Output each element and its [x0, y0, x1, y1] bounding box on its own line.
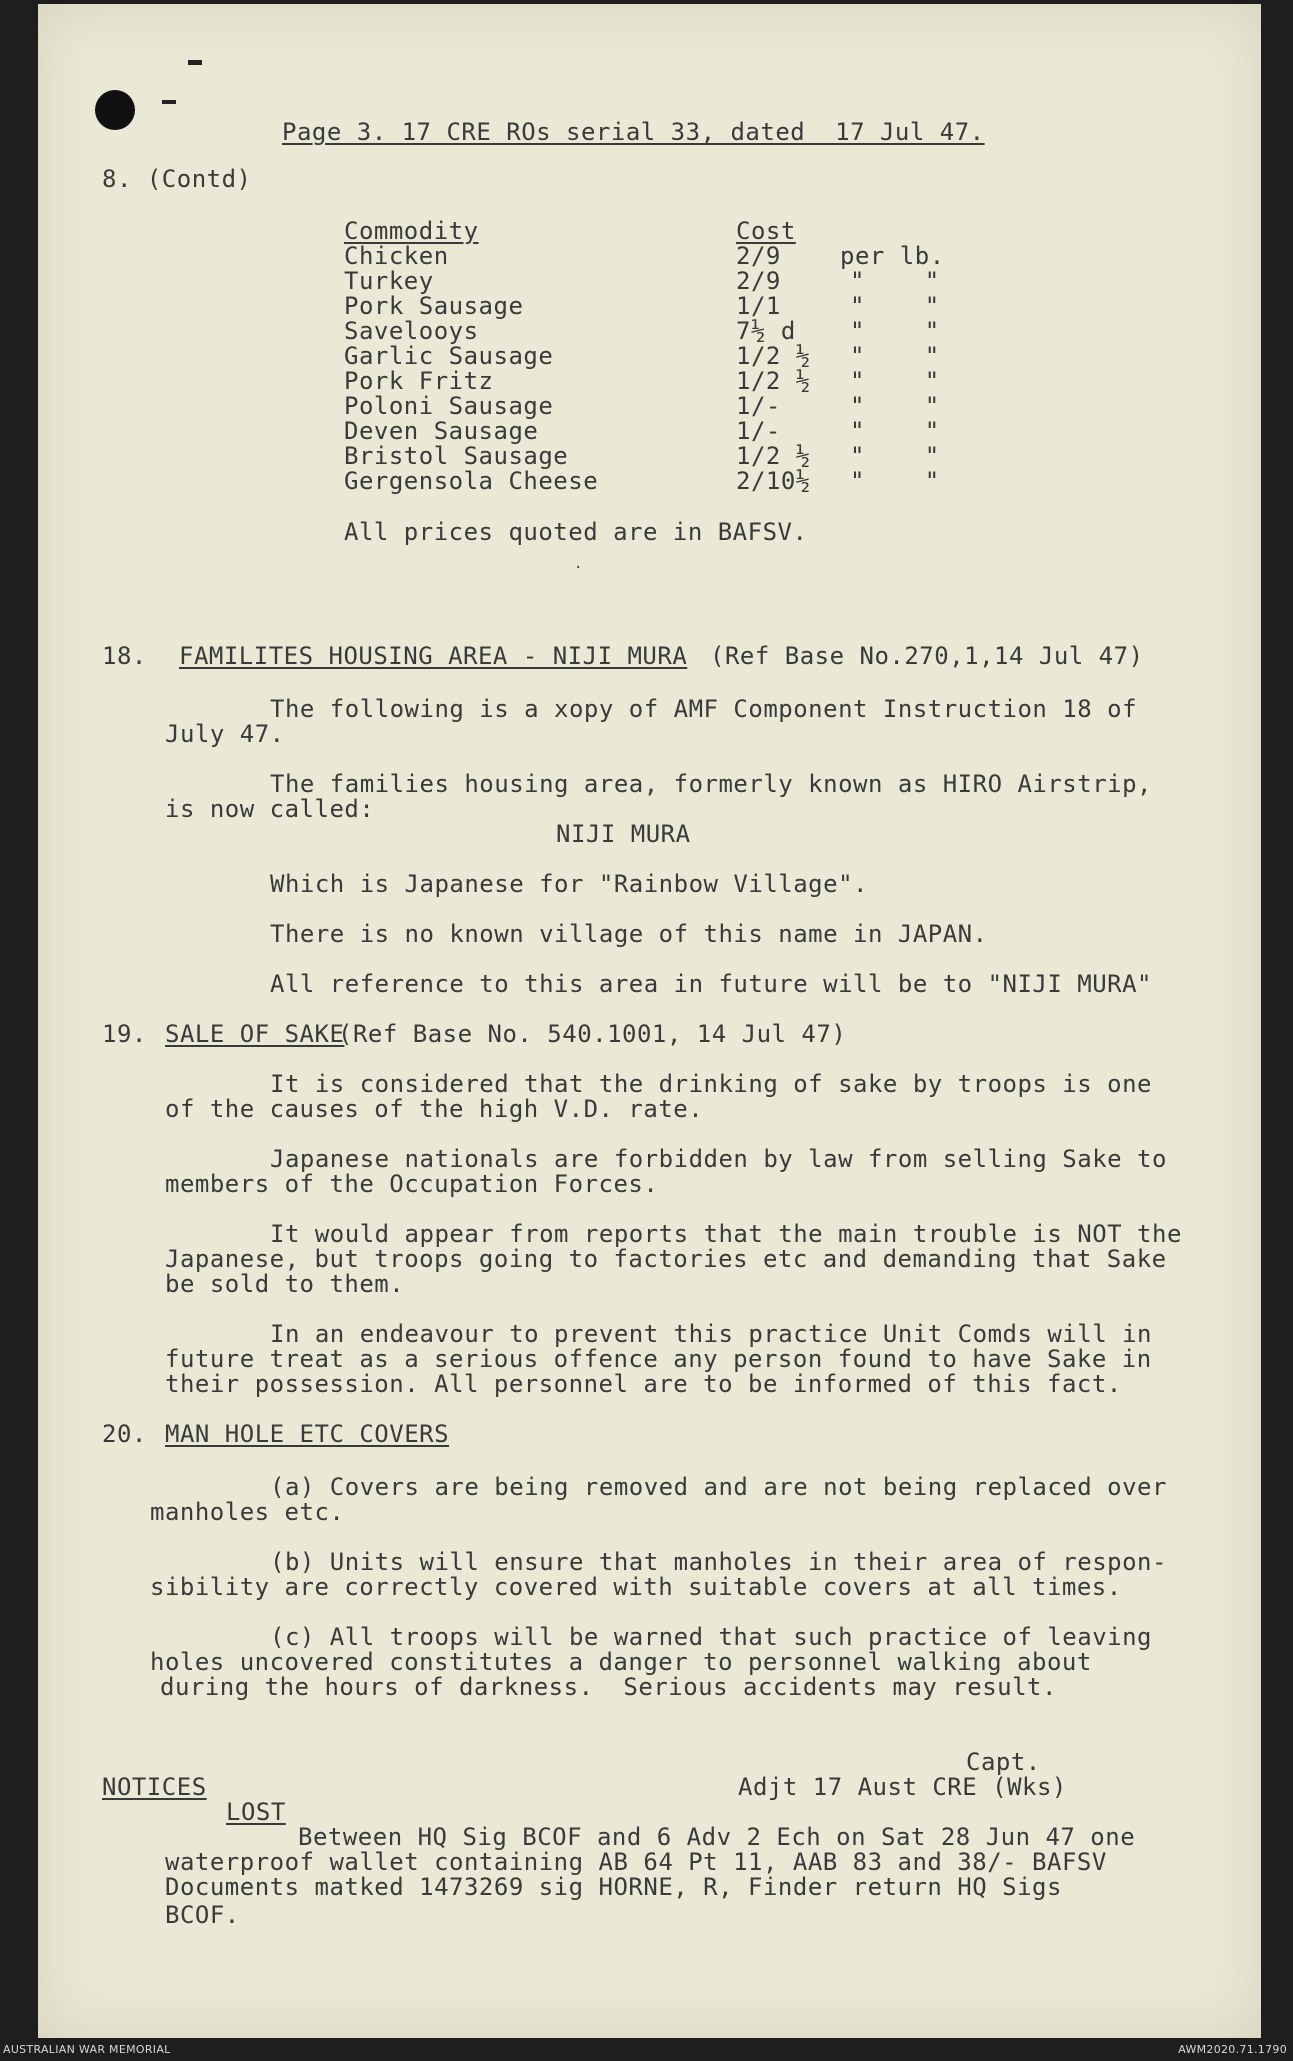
lost-heading: LOST [226, 1798, 286, 1826]
footer-left: AUSTRALIAN WAR MEMORIAL [3, 2043, 171, 2056]
commodity-unit: " " [850, 417, 940, 445]
section-18-number: 18. [102, 642, 147, 670]
section-18-title: FAMILITES HOUSING AREA - NIJI MURA [179, 642, 688, 670]
signature-role: Adjt 17 Aust CRE (Wks) [738, 1773, 1067, 1801]
text-line: The following is a xopy of AMF Component Instruction 18 of [270, 695, 1138, 723]
text-line: sibility are correctly covered with suitable covers at all times. [150, 1573, 1122, 1601]
section-19-ref: (Ref Base No. 540.1001, 14 Jul 47) [338, 1020, 847, 1048]
text-line: future treat as a serious offence any person found to have Sake in [165, 1345, 1152, 1373]
text-line: Documents matked 1473269 sig HORNE, R, Finder return HQ Sigs [165, 1873, 1062, 1901]
commodity-unit: per lb. [840, 242, 945, 270]
commodity-name: Pork Sausage [344, 292, 524, 320]
text-line: holes uncovered constitutes a danger to personnel walking about [150, 1648, 1092, 1676]
text-line: is now called: [165, 795, 375, 823]
commodity-header: Commodity [344, 217, 479, 245]
commodity-unit: " " [850, 292, 940, 320]
commodity-unit: " " [850, 267, 940, 295]
text-line: Japanese nationals are forbidden by law from selling Sake to [270, 1145, 1167, 1173]
text-line: It is considered that the drinking of sake by troops is one [270, 1070, 1153, 1098]
commodity-cost: 7½ d [736, 317, 796, 345]
section-18-ref: (Ref Base No.270,1,14 Jul 47) [710, 642, 1144, 670]
text-line: their possession. All personnel are to be informed of this fact. [165, 1370, 1122, 1398]
commodity-cost: 1/1 [736, 292, 781, 320]
section-20-title: MAN HOLE ETC COVERS [165, 1420, 450, 1448]
footer-right: AWM2020.71.1790 [1178, 2043, 1287, 2056]
commodity-cost: 1/- [736, 417, 781, 445]
commodity-name: Gergensola Cheese [344, 467, 599, 495]
text-line: In an endeavour to prevent this practice Unit Comds will in [270, 1320, 1153, 1348]
signature-rank: Capt. [966, 1748, 1041, 1776]
commodity-name: Savelooys [344, 317, 479, 345]
notices-heading: NOTICES [102, 1773, 207, 1801]
ink-mark [162, 100, 176, 104]
text-line: (a) Covers are being removed and are not being replaced over [270, 1473, 1167, 1501]
text-line: The families housing area, formerly known as HIRO Airstrip, [270, 770, 1153, 798]
text-line: waterproof wallet containing AB 64 Pt 11, AAB 83 and 38/- BAFSV [165, 1848, 1107, 1876]
commodity-name: Turkey [344, 267, 434, 295]
stray-dot: . [574, 556, 583, 572]
cost-header: Cost [736, 217, 796, 245]
text-line: (c) All troops will be warned that such practice of leaving [270, 1623, 1153, 1651]
text-line: BCOF. [165, 1901, 240, 1929]
commodity-name: Garlic Sausage [344, 342, 554, 370]
commodity-unit: " " [850, 367, 940, 395]
commodity-cost: 2/9 [736, 242, 781, 270]
page-header: Page 3. 17 CRE ROs serial 33, dated 17 Jul 47. [282, 118, 985, 146]
section-8-continued: 8. (Contd) [102, 165, 252, 193]
text-line: of the causes of the high V.D. rate. [165, 1095, 704, 1123]
commodity-name: Deven Sausage [344, 417, 539, 445]
commodity-unit: " " [850, 392, 940, 420]
ink-mark [188, 60, 202, 65]
commodity-cost: 2/10½ [736, 467, 811, 495]
commodity-cost: 2/9 [736, 267, 781, 295]
commodity-cost: 1/2 ½ [736, 342, 811, 370]
text-line: Japanese, but troops going to factories etc and demanding that Sake [165, 1245, 1167, 1273]
commodity-unit: " " [850, 317, 940, 345]
village-name: NIJI MURA [556, 820, 691, 848]
section-19-title: SALE OF SAKE [165, 1020, 345, 1048]
text-line: be sold to them. [165, 1270, 405, 1298]
commodity-unit: " " [850, 467, 940, 495]
commodity-name: Pork Fritz [344, 367, 494, 395]
text-line: Which is Japanese for "Rainbow Village". [270, 870, 868, 898]
text-line: members of the Occupation Forces. [165, 1170, 659, 1198]
text-line: July 47. [165, 720, 285, 748]
section-19-number: 19. [102, 1020, 147, 1048]
commodity-name: Chicken [344, 242, 449, 270]
price-note: All prices quoted are in BAFSV. [344, 518, 808, 546]
commodity-unit: " " [850, 442, 940, 470]
commodity-cost: 1/2 ½ [736, 367, 811, 395]
document-page [38, 4, 1261, 2038]
commodity-name: Bristol Sausage [344, 442, 569, 470]
text-line: during the hours of darkness. Serious accidents may result. [160, 1673, 1057, 1701]
section-20-number: 20. [102, 1420, 147, 1448]
text-line: There is no known village of this name in JAPAN. [270, 920, 988, 948]
punch-hole [95, 90, 135, 130]
commodity-cost: 1/2 ½ [736, 442, 811, 470]
text-line: (b) Units will ensure that manholes in their area of respon- [270, 1548, 1167, 1576]
text-line: It would appear from reports that the main trouble is NOT the [270, 1220, 1182, 1248]
text-line: Between HQ Sig BCOF and 6 Adv 2 Ech on Sat 28 Jun 47 one [298, 1823, 1136, 1851]
commodity-cost: 1/- [736, 392, 781, 420]
text-line: manholes etc. [150, 1498, 345, 1526]
text-line: All reference to this area in future will be to "NIJI MURA" [270, 970, 1153, 998]
commodity-name: Poloni Sausage [344, 392, 554, 420]
commodity-unit: " " [850, 342, 940, 370]
